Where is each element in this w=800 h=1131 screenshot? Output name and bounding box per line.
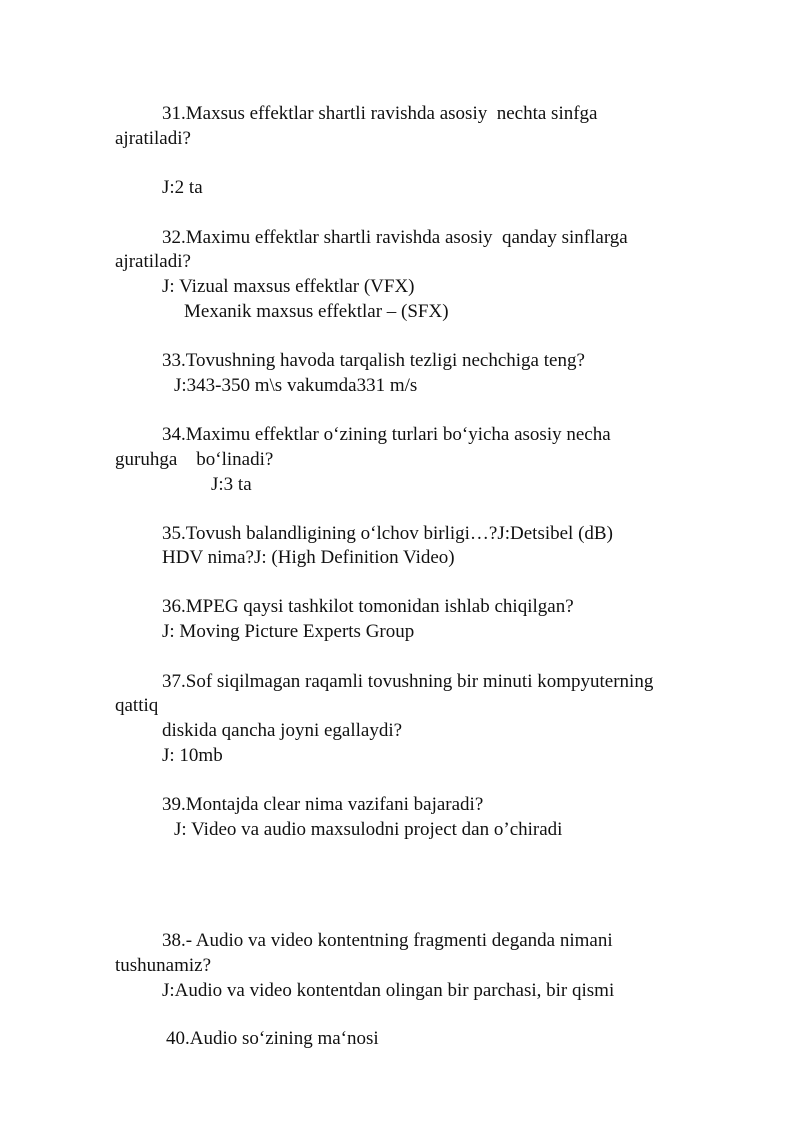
question-36: 36.MPEG qaysi tashkilot tomonidan ishlab chiqilgan?: [162, 596, 574, 617]
question-33: 33.Tovushning havoda tarqalish tezligi nechchiga teng?: [162, 350, 585, 371]
question-35: 35.Tovush balandligining o‘lchov birligi…?J:Detsibel (dB): [162, 523, 613, 544]
answer-39: J: Video va audio maxsulodni project dan o’chiradi: [174, 819, 563, 840]
question-40: 40.Audio so‘zining ma‘nosi: [166, 1028, 379, 1049]
answer-32-line-2: Mexanik maxsus effektlar – (SFX): [184, 301, 449, 322]
answer-38: J:Audio va video kontentdan olingan bir parchasi, bir qismi: [162, 980, 615, 1001]
question-38-line-2: tushunamiz?: [115, 955, 212, 976]
answer-32-line-1: J: Vizual maxsus effektlar (VFX): [162, 276, 415, 297]
question-38-line-1: 38.- Audio va video kontentning fragmenti deganda nimani: [162, 930, 613, 951]
answer-31: J:2 ta: [162, 177, 203, 198]
answer-36: J: Moving Picture Experts Group: [162, 621, 415, 642]
question-31-line-1: 31.Maxsus effektlar shartli ravishda asosiy nechta sinfga: [162, 103, 598, 124]
question-31-line-2: ajratiladi?: [115, 128, 191, 149]
answer-33: J:343-350 m\s vakumda331 m/s: [174, 375, 418, 396]
answer-37: J: 10mb: [162, 745, 223, 766]
question-32-line-1: 32.Maximu effektlar shartli ravishda asosiy qanday sinflarga: [162, 227, 628, 248]
question-34-line-1: 34.Maximu effektlar o‘zining turlari bo‘yicha asosiy necha: [162, 424, 611, 445]
question-37-line-3: diskida qancha joyni egallaydi?: [162, 720, 403, 741]
question-37-line-2: qattiq: [115, 695, 159, 716]
question-hdv: HDV nima?J: (High Definition Video): [162, 547, 455, 568]
question-32-line-2: ajratiladi?: [115, 251, 191, 272]
question-39: 39.Montajda clear nima vazifani bajaradi?: [162, 794, 484, 815]
answer-34: J:3 ta: [211, 474, 252, 495]
question-37-line-1: 37.Sof siqilmagan raqamli tovushning bir minuti kompyuterning: [162, 671, 654, 692]
question-34-line-2: guruhga bo‘linadi?: [115, 449, 274, 470]
